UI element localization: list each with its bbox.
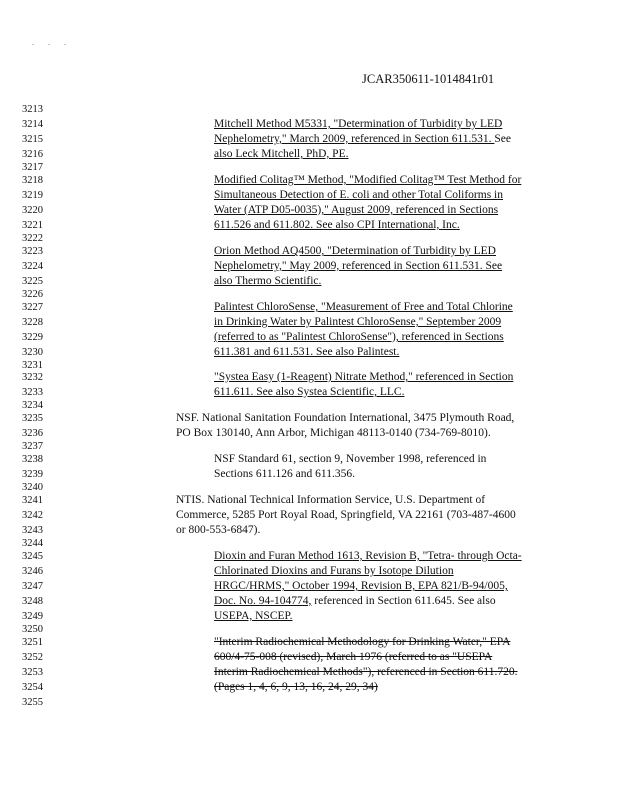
line-number: 3253	[22, 667, 43, 678]
line-number: 3223	[22, 246, 43, 257]
line-number: 3227	[22, 302, 43, 313]
systea-line-1: "Systea Easy (1-Reagent) Nitrate Method," referenced in Section	[214, 371, 514, 383]
line-number: 3242	[22, 510, 43, 521]
palintest-line-1: Palintest ChloroSense, "Measurement of Free and Total Chlorine	[214, 301, 513, 313]
line-number: 3219	[22, 190, 43, 201]
line-number: 3254	[22, 682, 43, 693]
mitchell-method-line-2-underlined: Nephelometry," March 2009, referenced in Section 611.531.	[214, 133, 495, 145]
line-number: 3245	[22, 551, 43, 562]
line-number: 3228	[22, 317, 43, 328]
line-number: 3251	[22, 637, 43, 648]
ntis-entry-line-2: Commerce, 5285 Port Royal Road, Springfield, VA 22161 (703-487-4600	[176, 509, 516, 521]
colitag-method-line-4: 611.526 and 611.802. See also CPI International, Inc.	[214, 219, 460, 231]
nsf-entry-line-2: PO Box 130140, Ann Arbor, Michigan 48113-0140 (734-769-8010).	[176, 427, 491, 439]
line-number: 3214	[22, 119, 43, 130]
colitag-method-line-3: Water (ATP D05-0035)," August 2009, referenced in Sections	[214, 204, 499, 216]
line-number: 3236	[22, 428, 43, 439]
line-number: 3218	[22, 175, 43, 186]
line-number: 3220	[22, 205, 43, 216]
palintest-line-2: in Drinking Water by Palintest ChloroSense," September 2009	[214, 316, 502, 328]
line-number: 3255	[22, 697, 43, 708]
dioxin-method-line-5: USEPA, NSCEP.	[214, 610, 293, 622]
line-number: 3222	[22, 233, 43, 244]
line-number: 3225	[22, 276, 43, 287]
corner-mark: . . .	[32, 38, 72, 47]
radiochemical-deleted-line-4: (Pages 1, 4, 6, 9, 13, 16, 24, 29, 34)	[214, 681, 378, 693]
line-number: 3248	[22, 596, 43, 607]
line-number: 3217	[22, 162, 43, 173]
radiochemical-deleted-line-3: Interim Radiochemical Methods"), referenced in Section 611.720.	[214, 666, 518, 678]
nsf-standard-line-1: NSF Standard 61, section 9, November 1998, referenced in	[214, 453, 487, 465]
line-number: 3246	[22, 566, 43, 577]
mitchell-method-line-1: Mitchell Method M5331, "Determination of Turbidity by LED	[214, 118, 503, 130]
line-number: 3247	[22, 581, 43, 592]
line-number: 3243	[22, 525, 43, 536]
line-number: 3215	[22, 134, 43, 145]
mitchell-method-line-3-underlined: also Leck Mitchell, PhD, PE.	[214, 148, 349, 160]
mitchell-method-line-3	[214, 147, 348, 162]
dioxin-method-line-1: Dioxin and Furan Method 1613, Revision B, "Tetra- through Octa-	[214, 550, 522, 562]
mitchell-method-line-2	[214, 132, 511, 147]
line-number: 3231	[22, 360, 43, 371]
line-number: 3232	[22, 372, 43, 383]
line-number: 3233	[22, 387, 43, 398]
line-number: 3250	[22, 624, 43, 635]
dioxin-method-line-4	[214, 594, 496, 609]
line-number: 3229	[22, 332, 43, 343]
radiochemical-deleted-line-2: 600/4-75-008 (revised), March 1976 (referred to as "USEPA	[214, 651, 493, 663]
line-number: 3213	[22, 104, 43, 115]
line-number: 3249	[22, 611, 43, 622]
ntis-entry-line-1: NTIS. National Technical Information Service, U.S. Department of	[176, 494, 486, 506]
line-number: 3235	[22, 413, 43, 424]
line-number: 3237	[22, 441, 43, 452]
orion-method-line-1: Orion Method AQ4500, "Determination of Turbidity by LED	[214, 245, 496, 257]
line-number: 3234	[22, 400, 43, 411]
line-number: 3226	[22, 289, 43, 300]
colitag-method-line-2: Simultaneous Detection of E. coli and other Total Coliforms in	[214, 189, 503, 201]
line-number: 3216	[22, 149, 43, 160]
line-number: 3221	[22, 220, 43, 231]
line-number: 3239	[22, 469, 43, 480]
radiochemical-deleted-line-1: "Interim Radiochemical Methodology for Drinking Water," EPA	[214, 636, 511, 648]
colitag-method-line-1: Modified Colitag™ Method, "Modified Colitag™ Test Method for	[214, 174, 522, 186]
mitchell-method-line-2-see: See	[494, 133, 512, 145]
line-number: 3252	[22, 652, 43, 663]
document-id: JCAR350611-1014841r01	[362, 72, 495, 86]
line-number: 3224	[22, 261, 43, 272]
line-number: 3241	[22, 495, 43, 506]
dioxin-method-line-2: Chlorinated Dioxins and Furans by Isotope Dilution	[214, 565, 454, 577]
dioxin-method-line-4-underlined: Doc. No. 94-104774,	[214, 595, 312, 607]
dioxin-method-line-4-rest: referenced in Section 611.645. See also	[311, 595, 496, 607]
line-number: 3240	[22, 482, 43, 493]
dioxin-method-line-3: HRGC/HRMS," October 1994, Revision B, EPA 821/B-94/005,	[214, 580, 508, 592]
nsf-standard-line-2: Sections 611.126 and 611.356.	[214, 468, 355, 480]
nsf-entry-line-1: NSF. National Sanitation Foundation International, 3475 Plymouth Road,	[176, 412, 515, 424]
line-number: 3244	[22, 538, 43, 549]
palintest-line-3: (referred to as "Palintest ChloroSense"), referenced in Sections	[214, 331, 504, 343]
palintest-line-4: 611.381 and 611.531. See also Palintest.	[214, 346, 400, 358]
orion-method-line-3: also Thermo Scientific.	[214, 275, 322, 287]
ntis-entry-line-3: or 800-553-6847).	[176, 524, 261, 536]
orion-method-line-2: Nephelometry," May 2009, referenced in Section 611.531. See	[214, 260, 503, 272]
line-number: 3238	[22, 454, 43, 465]
systea-line-2: 611.611. See also Systea Scientific, LLC.	[214, 386, 405, 398]
line-number: 3230	[22, 347, 43, 358]
